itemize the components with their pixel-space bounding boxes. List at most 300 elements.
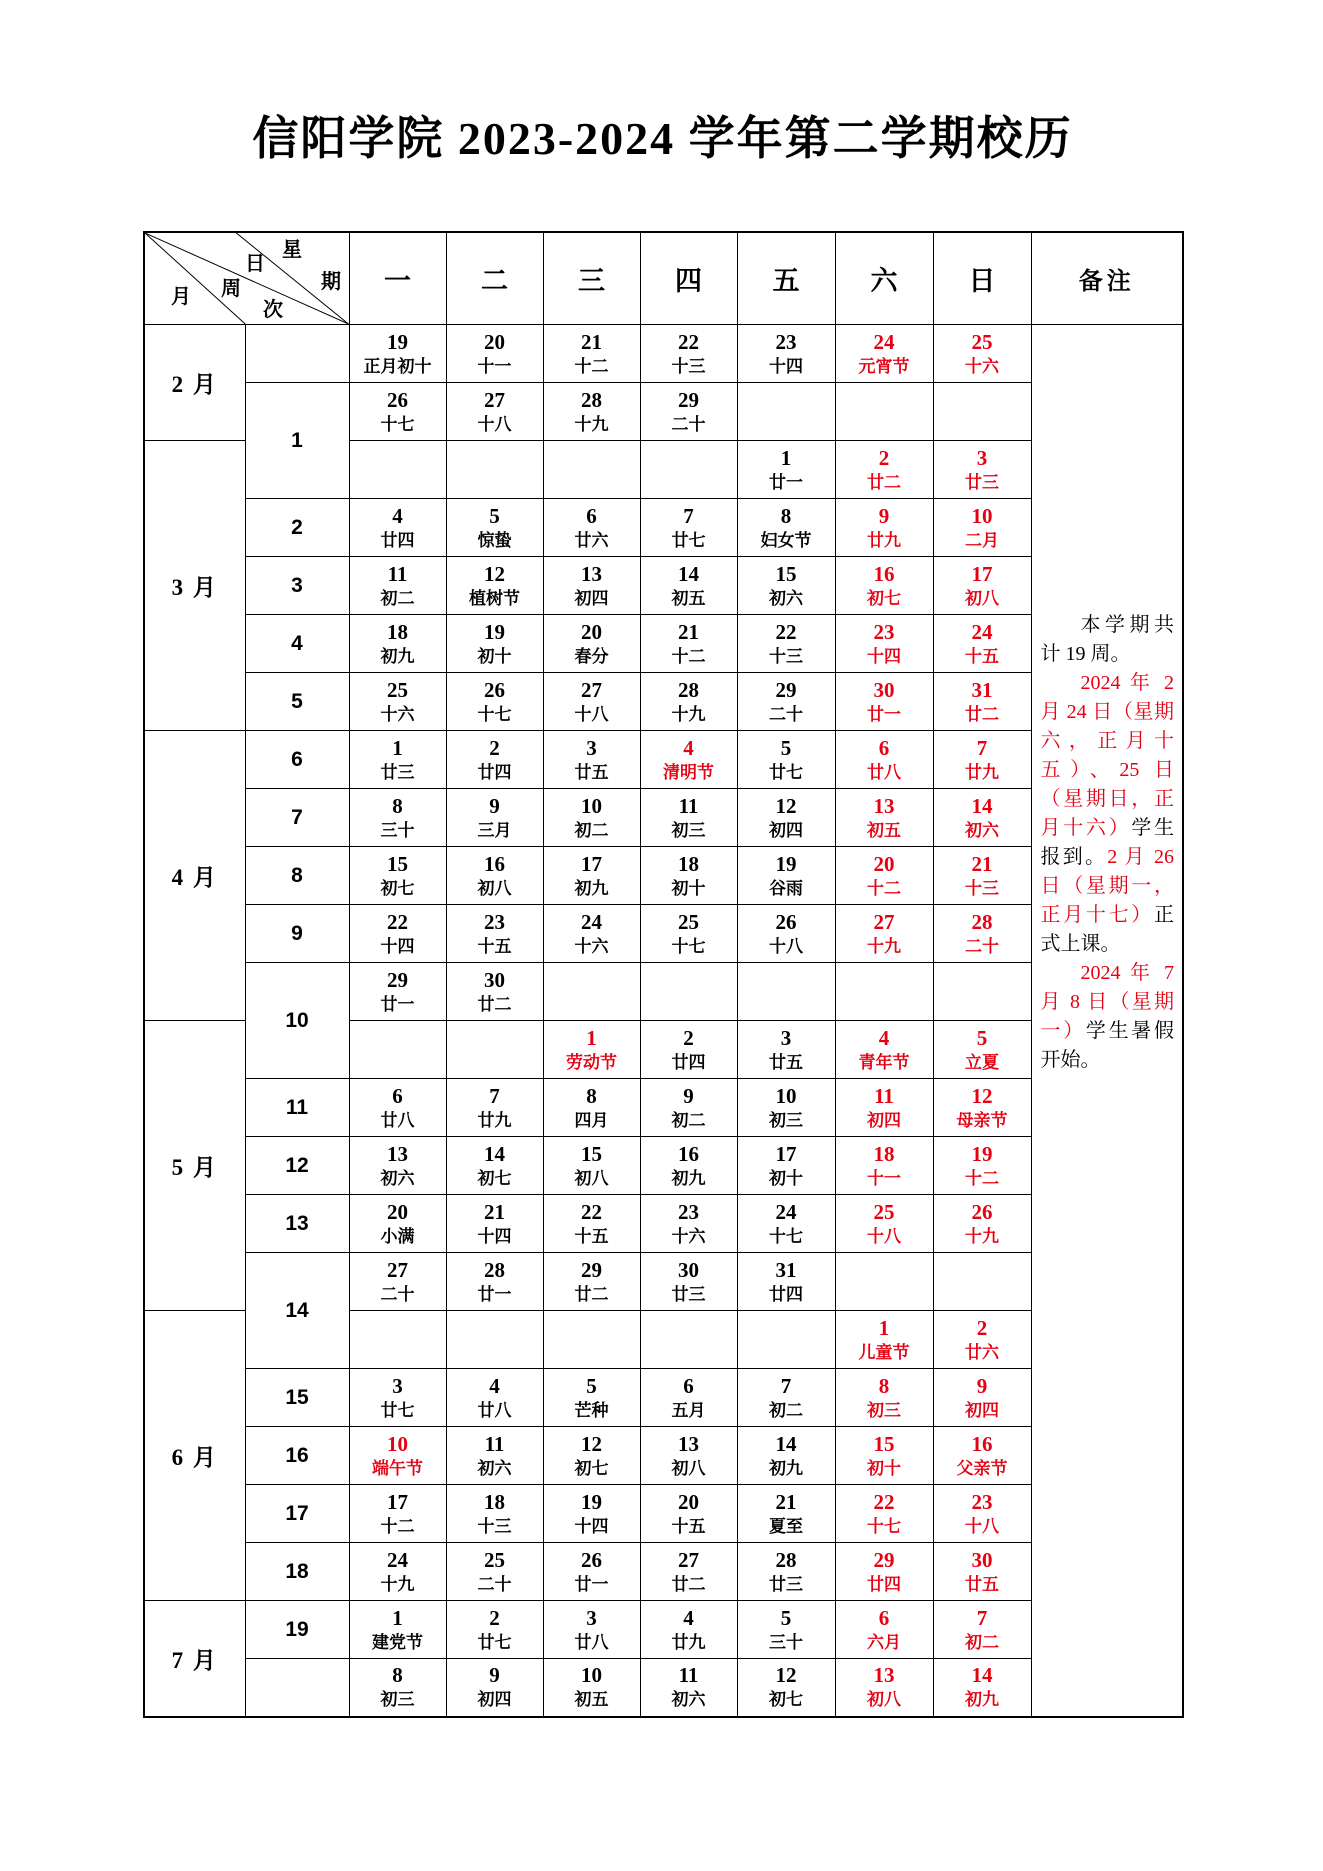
week-number-cell: 8 (245, 847, 349, 905)
day-lunar-label: 廿九 (477, 1110, 512, 1130)
day-cell (543, 1601, 640, 1659)
day-lunar-label: 廿五 (574, 762, 609, 782)
day-number: 31 (971, 677, 993, 702)
day-cell (543, 1485, 640, 1543)
day-lunar-label: 初七 (574, 1458, 609, 1478)
day-cell (835, 615, 933, 673)
day-lunar-label: 廿八 (380, 1110, 415, 1130)
day-lunar-label: 初七 (867, 588, 901, 608)
day-lunar-label: 廿六 (965, 1342, 999, 1362)
day-cell (446, 1427, 543, 1485)
day-lunar-label: 初九 (380, 646, 415, 666)
week-number-cell: 13 (245, 1195, 349, 1253)
day-number: 30 (971, 1547, 993, 1572)
day-number: 21 (971, 851, 993, 876)
week-number-cell: 11 (245, 1079, 349, 1137)
day-lunar-label: 夏至 (769, 1516, 803, 1536)
day-lunar-label: 初六 (477, 1458, 512, 1478)
day-lunar-label: 初四 (965, 1400, 999, 1420)
day-number: 9 (683, 1083, 694, 1108)
month-cell: 5 月 (144, 1021, 245, 1311)
day-cell (446, 673, 543, 731)
weekday-header-wed: 三 (543, 232, 640, 325)
day-lunar-label: 初七 (477, 1168, 512, 1188)
day-number: 29 (387, 967, 408, 992)
day-cell (349, 1195, 446, 1253)
calendar-row (144, 1485, 1183, 1543)
day-number: 23 (484, 909, 505, 934)
calendar-row (144, 1427, 1183, 1485)
day-cell (933, 789, 1031, 847)
day-cell (835, 1659, 933, 1717)
month-cell: 2 月 (144, 325, 245, 441)
day-number: 10 (387, 1431, 408, 1456)
day-number: 8 (392, 1663, 403, 1688)
day-lunar-label: 十八 (574, 704, 609, 724)
day-lunar-label: 初八 (671, 1458, 706, 1478)
day-lunar-label: 廿七 (380, 1400, 415, 1420)
day-number: 10 (971, 503, 993, 528)
day-cell (543, 1253, 640, 1311)
calendar-row (144, 615, 1183, 673)
day-lunar-label: 初六 (769, 588, 803, 608)
day-lunar-label: 植树节 (469, 588, 520, 608)
day-number: 5 (489, 503, 500, 528)
day-number: 11 (678, 1663, 699, 1688)
day-number: 3 (586, 1605, 597, 1630)
day-lunar-label: 十四 (867, 646, 901, 666)
day-cell (543, 1137, 640, 1195)
day-cell (543, 1369, 640, 1427)
day-number: 22 (873, 1489, 895, 1514)
day-cell (349, 1485, 446, 1543)
day-lunar-label: 十二 (965, 1168, 999, 1188)
day-cell (446, 441, 543, 499)
day-number: 24 (971, 619, 993, 644)
day-number: 11 (387, 561, 408, 586)
day-lunar-label: 廿三 (380, 762, 415, 782)
day-cell (349, 963, 446, 1021)
day-lunar-label: 十一 (867, 1168, 901, 1188)
day-cell (933, 383, 1031, 441)
calendar-row (144, 1137, 1183, 1195)
day-number: 16 (873, 561, 895, 586)
day-cell (737, 383, 835, 441)
day-lunar-label: 廿三 (769, 1574, 803, 1594)
day-cell (737, 1253, 835, 1311)
day-lunar-label: 初四 (867, 1110, 901, 1130)
day-number: 2 (878, 445, 890, 470)
day-lunar-label: 廿一 (477, 1284, 512, 1304)
corner-date-label: 日 (245, 253, 265, 275)
day-lunar-label: 十四 (380, 936, 415, 956)
day-cell (543, 673, 640, 731)
calendar-row (144, 673, 1183, 731)
day-cell (446, 1311, 543, 1369)
week-number-cell: 7 (245, 789, 349, 847)
day-lunar-label: 初七 (380, 878, 415, 898)
day-cell (933, 1659, 1031, 1717)
day-cell (933, 1137, 1031, 1195)
day-lunar-label: 廿四 (867, 1574, 901, 1594)
day-cell (446, 325, 543, 383)
remarks-cell (1031, 325, 1183, 1717)
day-cell (446, 1601, 543, 1659)
day-number: 19 (581, 1489, 602, 1514)
day-number: 12 (581, 1431, 602, 1456)
day-number: 7 (976, 1605, 988, 1630)
day-number: 31 (775, 1257, 797, 1282)
week-number-cell: 9 (245, 905, 349, 963)
day-number: 18 (387, 619, 408, 644)
day-lunar-label: 二十 (380, 1284, 415, 1304)
day-lunar-label: 十九 (671, 704, 706, 724)
month-cell: 6 月 (144, 1311, 245, 1601)
day-lunar-label: 十五 (965, 646, 999, 666)
day-lunar-label: 十四 (477, 1226, 512, 1246)
day-cell (349, 441, 446, 499)
day-lunar-label: 廿二 (477, 994, 512, 1014)
day-number: 29 (873, 1547, 895, 1572)
calendar-row (144, 1659, 1183, 1717)
day-number: 10 (581, 793, 602, 818)
day-number: 20 (581, 619, 602, 644)
day-cell (640, 1311, 737, 1369)
day-cell (446, 1137, 543, 1195)
day-number: 20 (484, 329, 505, 354)
day-lunar-label: 初九 (769, 1458, 803, 1478)
calendar-row (144, 325, 1183, 383)
day-number: 7 (683, 503, 694, 528)
day-number: 30 (873, 677, 895, 702)
day-number: 19 (484, 619, 505, 644)
day-lunar-label: 初三 (380, 1690, 415, 1710)
day-number: 14 (971, 793, 993, 818)
day-lunar-label: 初三 (867, 1400, 901, 1420)
day-lunar-label: 立夏 (965, 1052, 999, 1072)
day-number: 1 (392, 735, 403, 760)
day-number: 10 (581, 1663, 602, 1688)
day-cell (835, 963, 933, 1021)
remark-header: 备注 (1031, 232, 1183, 325)
day-lunar-label: 十九 (867, 936, 901, 956)
day-lunar-label: 二十 (477, 1574, 512, 1594)
day-lunar-label: 儿童节 (858, 1342, 910, 1362)
day-lunar-label: 青年节 (858, 1052, 910, 1072)
day-number: 13 (873, 1663, 895, 1688)
day-cell (835, 789, 933, 847)
day-cell (737, 1543, 835, 1601)
day-cell (933, 1543, 1031, 1601)
day-cell (543, 963, 640, 1021)
week-number-cell: 16 (245, 1427, 349, 1485)
day-number: 11 (678, 793, 699, 818)
day-lunar-label: 初八 (477, 878, 512, 898)
day-cell (349, 847, 446, 905)
day-cell (737, 789, 835, 847)
day-lunar-label: 三月 (477, 820, 512, 840)
day-cell (835, 1427, 933, 1485)
day-cell (640, 1369, 737, 1427)
day-lunar-label: 廿八 (574, 1632, 609, 1652)
day-number: 17 (581, 851, 602, 876)
day-number: 24 (387, 1547, 408, 1572)
day-number: 1 (392, 1605, 403, 1630)
day-cell (933, 1195, 1031, 1253)
day-cell (737, 1485, 835, 1543)
day-cell (349, 1079, 446, 1137)
day-cell (640, 441, 737, 499)
day-cell (446, 1079, 543, 1137)
day-number: 21 (775, 1489, 797, 1514)
day-cell (640, 789, 737, 847)
day-number: 29 (581, 1257, 602, 1282)
day-number: 30 (484, 967, 505, 992)
day-cell (737, 1427, 835, 1485)
day-cell (640, 1137, 737, 1195)
day-cell (640, 615, 737, 673)
day-cell (446, 847, 543, 905)
day-number: 29 (775, 677, 797, 702)
day-lunar-label: 建党节 (372, 1632, 423, 1652)
day-number: 3 (586, 735, 597, 760)
day-cell (543, 1659, 640, 1717)
day-cell (737, 325, 835, 383)
day-lunar-label: 廿二 (867, 472, 901, 492)
day-number: 15 (873, 1431, 895, 1456)
day-cell (835, 1137, 933, 1195)
day-lunar-label: 初二 (965, 1632, 999, 1652)
calendar-row (144, 789, 1183, 847)
day-lunar-label: 十九 (574, 414, 609, 434)
day-cell (640, 499, 737, 557)
day-lunar-label: 十二 (380, 1516, 415, 1536)
day-lunar-label: 十六 (965, 356, 999, 376)
day-number: 9 (489, 1663, 500, 1688)
day-cell (640, 1427, 737, 1485)
weekday-header-sun: 日 (933, 232, 1031, 325)
remark-paragraph (1041, 669, 1175, 959)
day-number: 4 (489, 1373, 500, 1398)
day-number: 14 (775, 1431, 797, 1456)
day-cell (933, 963, 1031, 1021)
day-cell (446, 1253, 543, 1311)
day-cell (933, 1253, 1031, 1311)
day-number: 10 (775, 1083, 797, 1108)
day-lunar-label: 十六 (380, 704, 415, 724)
week-number-cell: 17 (245, 1485, 349, 1543)
day-cell (349, 615, 446, 673)
day-lunar-label: 十三 (965, 878, 999, 898)
day-cell (737, 1021, 835, 1079)
day-cell (349, 1427, 446, 1485)
day-cell (446, 789, 543, 847)
day-lunar-label: 廿七 (671, 530, 706, 550)
day-number: 12 (775, 793, 797, 818)
day-number: 6 (878, 735, 890, 760)
calendar-row (144, 963, 1183, 1021)
day-number: 4 (878, 1025, 890, 1050)
day-cell (933, 557, 1031, 615)
calendar-row (144, 557, 1183, 615)
day-cell (640, 847, 737, 905)
day-number: 25 (484, 1547, 505, 1572)
day-cell (835, 847, 933, 905)
day-lunar-label: 十八 (867, 1226, 901, 1246)
calendar-row (144, 847, 1183, 905)
day-cell (640, 1659, 737, 1717)
day-lunar-label: 廿六 (574, 530, 609, 550)
day-number: 2 (489, 1605, 500, 1630)
day-lunar-label: 初八 (867, 1690, 901, 1710)
day-cell (933, 499, 1031, 557)
day-cell (835, 1369, 933, 1427)
day-cell (640, 731, 737, 789)
day-cell (349, 731, 446, 789)
day-cell (933, 1369, 1031, 1427)
day-cell (543, 731, 640, 789)
week-number-cell: 2 (245, 499, 349, 557)
day-lunar-label: 三十 (769, 1632, 803, 1652)
day-number: 16 (971, 1431, 993, 1456)
day-number: 8 (878, 1373, 890, 1398)
day-cell (543, 789, 640, 847)
day-number: 18 (484, 1489, 505, 1514)
day-lunar-label: 初十 (769, 1168, 803, 1188)
day-cell (737, 499, 835, 557)
calendar-row (144, 383, 1183, 441)
day-cell (640, 905, 737, 963)
day-number: 21 (678, 619, 699, 644)
day-cell (933, 325, 1031, 383)
day-number: 5 (780, 1605, 792, 1630)
day-lunar-label: 小满 (380, 1226, 415, 1246)
day-number: 6 (586, 503, 597, 528)
day-lunar-label: 十六 (574, 936, 609, 956)
day-lunar-label: 劳动节 (566, 1052, 617, 1072)
day-number: 24 (873, 329, 895, 354)
week-number-cell (245, 1659, 349, 1717)
day-number: 4 (683, 1605, 694, 1630)
day-number: 23 (873, 619, 895, 644)
day-lunar-label: 谷雨 (769, 878, 803, 898)
day-lunar-label: 十七 (477, 704, 512, 724)
day-lunar-label: 十九 (965, 1226, 999, 1246)
day-cell (640, 1079, 737, 1137)
day-cell (446, 615, 543, 673)
day-lunar-label: 十九 (380, 1574, 415, 1594)
day-lunar-label: 初九 (574, 878, 609, 898)
day-number: 15 (775, 561, 797, 586)
day-lunar-label: 二月 (965, 530, 999, 550)
week-number-cell: 5 (245, 673, 349, 731)
day-number: 2 (489, 735, 500, 760)
month-cell: 7 月 (144, 1601, 245, 1717)
day-cell (543, 847, 640, 905)
day-number: 6 (878, 1605, 890, 1630)
day-cell (640, 325, 737, 383)
day-cell (446, 1021, 543, 1079)
day-lunar-label: 廿一 (380, 994, 415, 1014)
day-number: 9 (489, 793, 500, 818)
week-number-cell: 1 (245, 383, 349, 499)
day-cell (933, 1427, 1031, 1485)
calendar-row (144, 1601, 1183, 1659)
day-cell (446, 1195, 543, 1253)
day-lunar-label: 廿四 (380, 530, 415, 550)
day-lunar-label: 初四 (477, 1690, 512, 1710)
day-cell (640, 383, 737, 441)
day-cell (737, 905, 835, 963)
day-number: 22 (581, 1199, 602, 1224)
day-cell (835, 441, 933, 499)
day-cell (835, 325, 933, 383)
corner-header-cell (144, 232, 349, 325)
day-number: 12 (971, 1083, 993, 1108)
day-lunar-label: 十五 (574, 1226, 609, 1246)
remark-text-segment: 2024 年 7 月 8 日（星期一） (1040, 962, 1174, 1042)
day-lunar-label: 元宵节 (858, 356, 910, 376)
day-cell (933, 615, 1031, 673)
day-number: 28 (971, 909, 993, 934)
day-lunar-label: 十四 (574, 1516, 609, 1536)
remark-text-segment: 学生报到。 (1040, 817, 1175, 868)
day-number: 7 (489, 1083, 500, 1108)
day-cell (737, 615, 835, 673)
calendar-row (144, 1195, 1183, 1253)
day-number: 13 (873, 793, 895, 818)
day-lunar-label: 初八 (965, 588, 999, 608)
day-cell (349, 557, 446, 615)
day-lunar-label: 初三 (671, 820, 706, 840)
day-cell (446, 905, 543, 963)
day-lunar-label: 十七 (769, 1226, 803, 1246)
calendar-row (144, 1543, 1183, 1601)
day-number: 20 (873, 851, 895, 876)
day-number: 5 (586, 1373, 597, 1398)
day-lunar-label: 初十 (671, 878, 706, 898)
day-number: 28 (581, 387, 602, 412)
day-cell (933, 731, 1031, 789)
day-number: 2 (976, 1315, 988, 1340)
day-number: 3 (780, 1025, 792, 1050)
day-number: 14 (678, 561, 699, 586)
day-cell (835, 1311, 933, 1369)
remark-text-segment: 2 月 26 日（星期一，正月十七） (1040, 846, 1174, 926)
day-lunar-label: 廿一 (769, 472, 803, 492)
day-lunar-label: 初六 (671, 1690, 706, 1710)
day-cell (640, 1021, 737, 1079)
day-cell (737, 1195, 835, 1253)
day-cell (835, 673, 933, 731)
calendar-table (143, 231, 1184, 1718)
calendar-row (144, 1369, 1183, 1427)
weekday-header-sat: 六 (835, 232, 933, 325)
day-lunar-label: 十二 (671, 646, 706, 666)
day-cell (835, 1079, 933, 1137)
day-cell (543, 499, 640, 557)
day-cell (349, 1137, 446, 1195)
day-cell (737, 1079, 835, 1137)
day-cell (640, 1601, 737, 1659)
day-cell (737, 1601, 835, 1659)
day-number: 15 (387, 851, 408, 876)
day-lunar-label: 廿四 (769, 1284, 803, 1304)
day-cell (543, 615, 640, 673)
day-cell (640, 673, 737, 731)
weekday-header-fri: 五 (737, 232, 835, 325)
day-number: 26 (971, 1199, 993, 1224)
